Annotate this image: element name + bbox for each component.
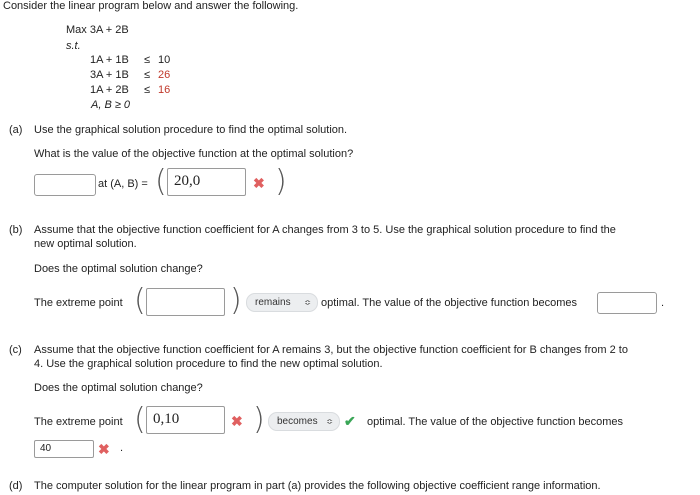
part-b-extreme-label: The extreme point <box>34 297 123 309</box>
subject-to-label: s.t. <box>66 40 81 52</box>
part-a-text: Use the graphical solution procedure to find the optimal solution. <box>34 124 348 136</box>
objective-function: Max 3A + 2B <box>66 24 129 36</box>
part-c-after-text: optimal. The value of the objective function becomes <box>367 416 624 428</box>
part-b-after-text: optimal. The value of the objective function becomes <box>321 297 578 309</box>
part-c-point-input[interactable]: 0,10 <box>146 406 225 434</box>
constraint-2-lhs: 3A + 1B <box>90 69 129 81</box>
part-d-letter: (d) <box>9 480 23 492</box>
incorrect-x-icon: ✖ <box>253 175 265 191</box>
part-b-text-line1: Assume that the objective function coefficient for A changes from 3 to 5. Use the graphical solution procedure to find the <box>34 224 616 236</box>
constraint-1-op: ≤ <box>144 54 151 66</box>
period: . <box>120 442 124 454</box>
intro-text: Consider the linear program below and answer the following. <box>3 0 299 12</box>
part-d-text: The computer solution for the linear program in part (a) provides the following objective coefficient range information. <box>34 480 601 492</box>
constraint-3-rhs: 16 <box>158 84 171 96</box>
part-b-objective-input[interactable] <box>597 292 657 314</box>
part-c-question: Does the optimal solution change? <box>34 382 203 394</box>
part-b-change-select[interactable] <box>246 293 318 312</box>
part-c-letter: (c) <box>9 344 22 356</box>
period: . <box>661 297 665 309</box>
select-chevron-icon: ≎ <box>326 417 333 426</box>
part-b-select-value: remains <box>255 297 291 308</box>
left-paren: ( <box>134 283 146 318</box>
left-paren: ( <box>134 402 146 437</box>
part-a-letter: (a) <box>9 124 23 136</box>
incorrect-x-icon: ✖ <box>231 413 243 429</box>
part-a-question: What is the value of the objective function at the optimal solution? <box>34 148 354 160</box>
part-c-objective-input[interactable]: 40 <box>34 440 94 458</box>
right-paren: ) <box>230 283 242 318</box>
constraint-1-rhs: 10 <box>158 54 171 66</box>
part-c-text-line1: Assume that the objective function coefficient for A remains 3, but the objective function coefficient for B changes from 2 to <box>34 344 628 356</box>
constraint-2-rhs: 26 <box>158 69 171 81</box>
objective-value-input[interactable] <box>34 174 96 196</box>
part-b-question: Does the optimal solution change? <box>34 263 203 275</box>
part-b-text-line2: new optimal solution. <box>34 238 137 250</box>
constraint-3-op: ≤ <box>144 84 151 96</box>
correct-check-icon: ✔ <box>344 413 356 429</box>
right-paren: ) <box>253 402 265 437</box>
at-a-b-label: at (A, B) = <box>98 178 148 190</box>
constraint-2-op: ≤ <box>144 69 151 81</box>
part-c-change-select[interactable] <box>268 412 340 431</box>
right-paren: ) <box>275 164 287 199</box>
part-c-extreme-label: The extreme point <box>34 416 123 428</box>
part-b-point-input[interactable] <box>146 288 225 316</box>
optimal-point-input[interactable]: 20,0 <box>167 168 246 196</box>
incorrect-x-icon: ✖ <box>98 441 110 457</box>
part-b-letter: (b) <box>9 224 23 236</box>
left-paren: ( <box>155 164 167 199</box>
constraint-1-lhs: 1A + 1B <box>90 54 129 66</box>
part-c-select-value: becomes <box>277 416 318 427</box>
constraint-3-lhs: 1A + 2B <box>90 84 129 96</box>
nonnegativity-constraint: A, B ≥ 0 <box>91 99 131 111</box>
part-c-text-line2: 4. Use the graphical solution procedure to find the new optimal solution. <box>34 358 383 370</box>
select-chevron-icon: ≎ <box>304 298 311 307</box>
